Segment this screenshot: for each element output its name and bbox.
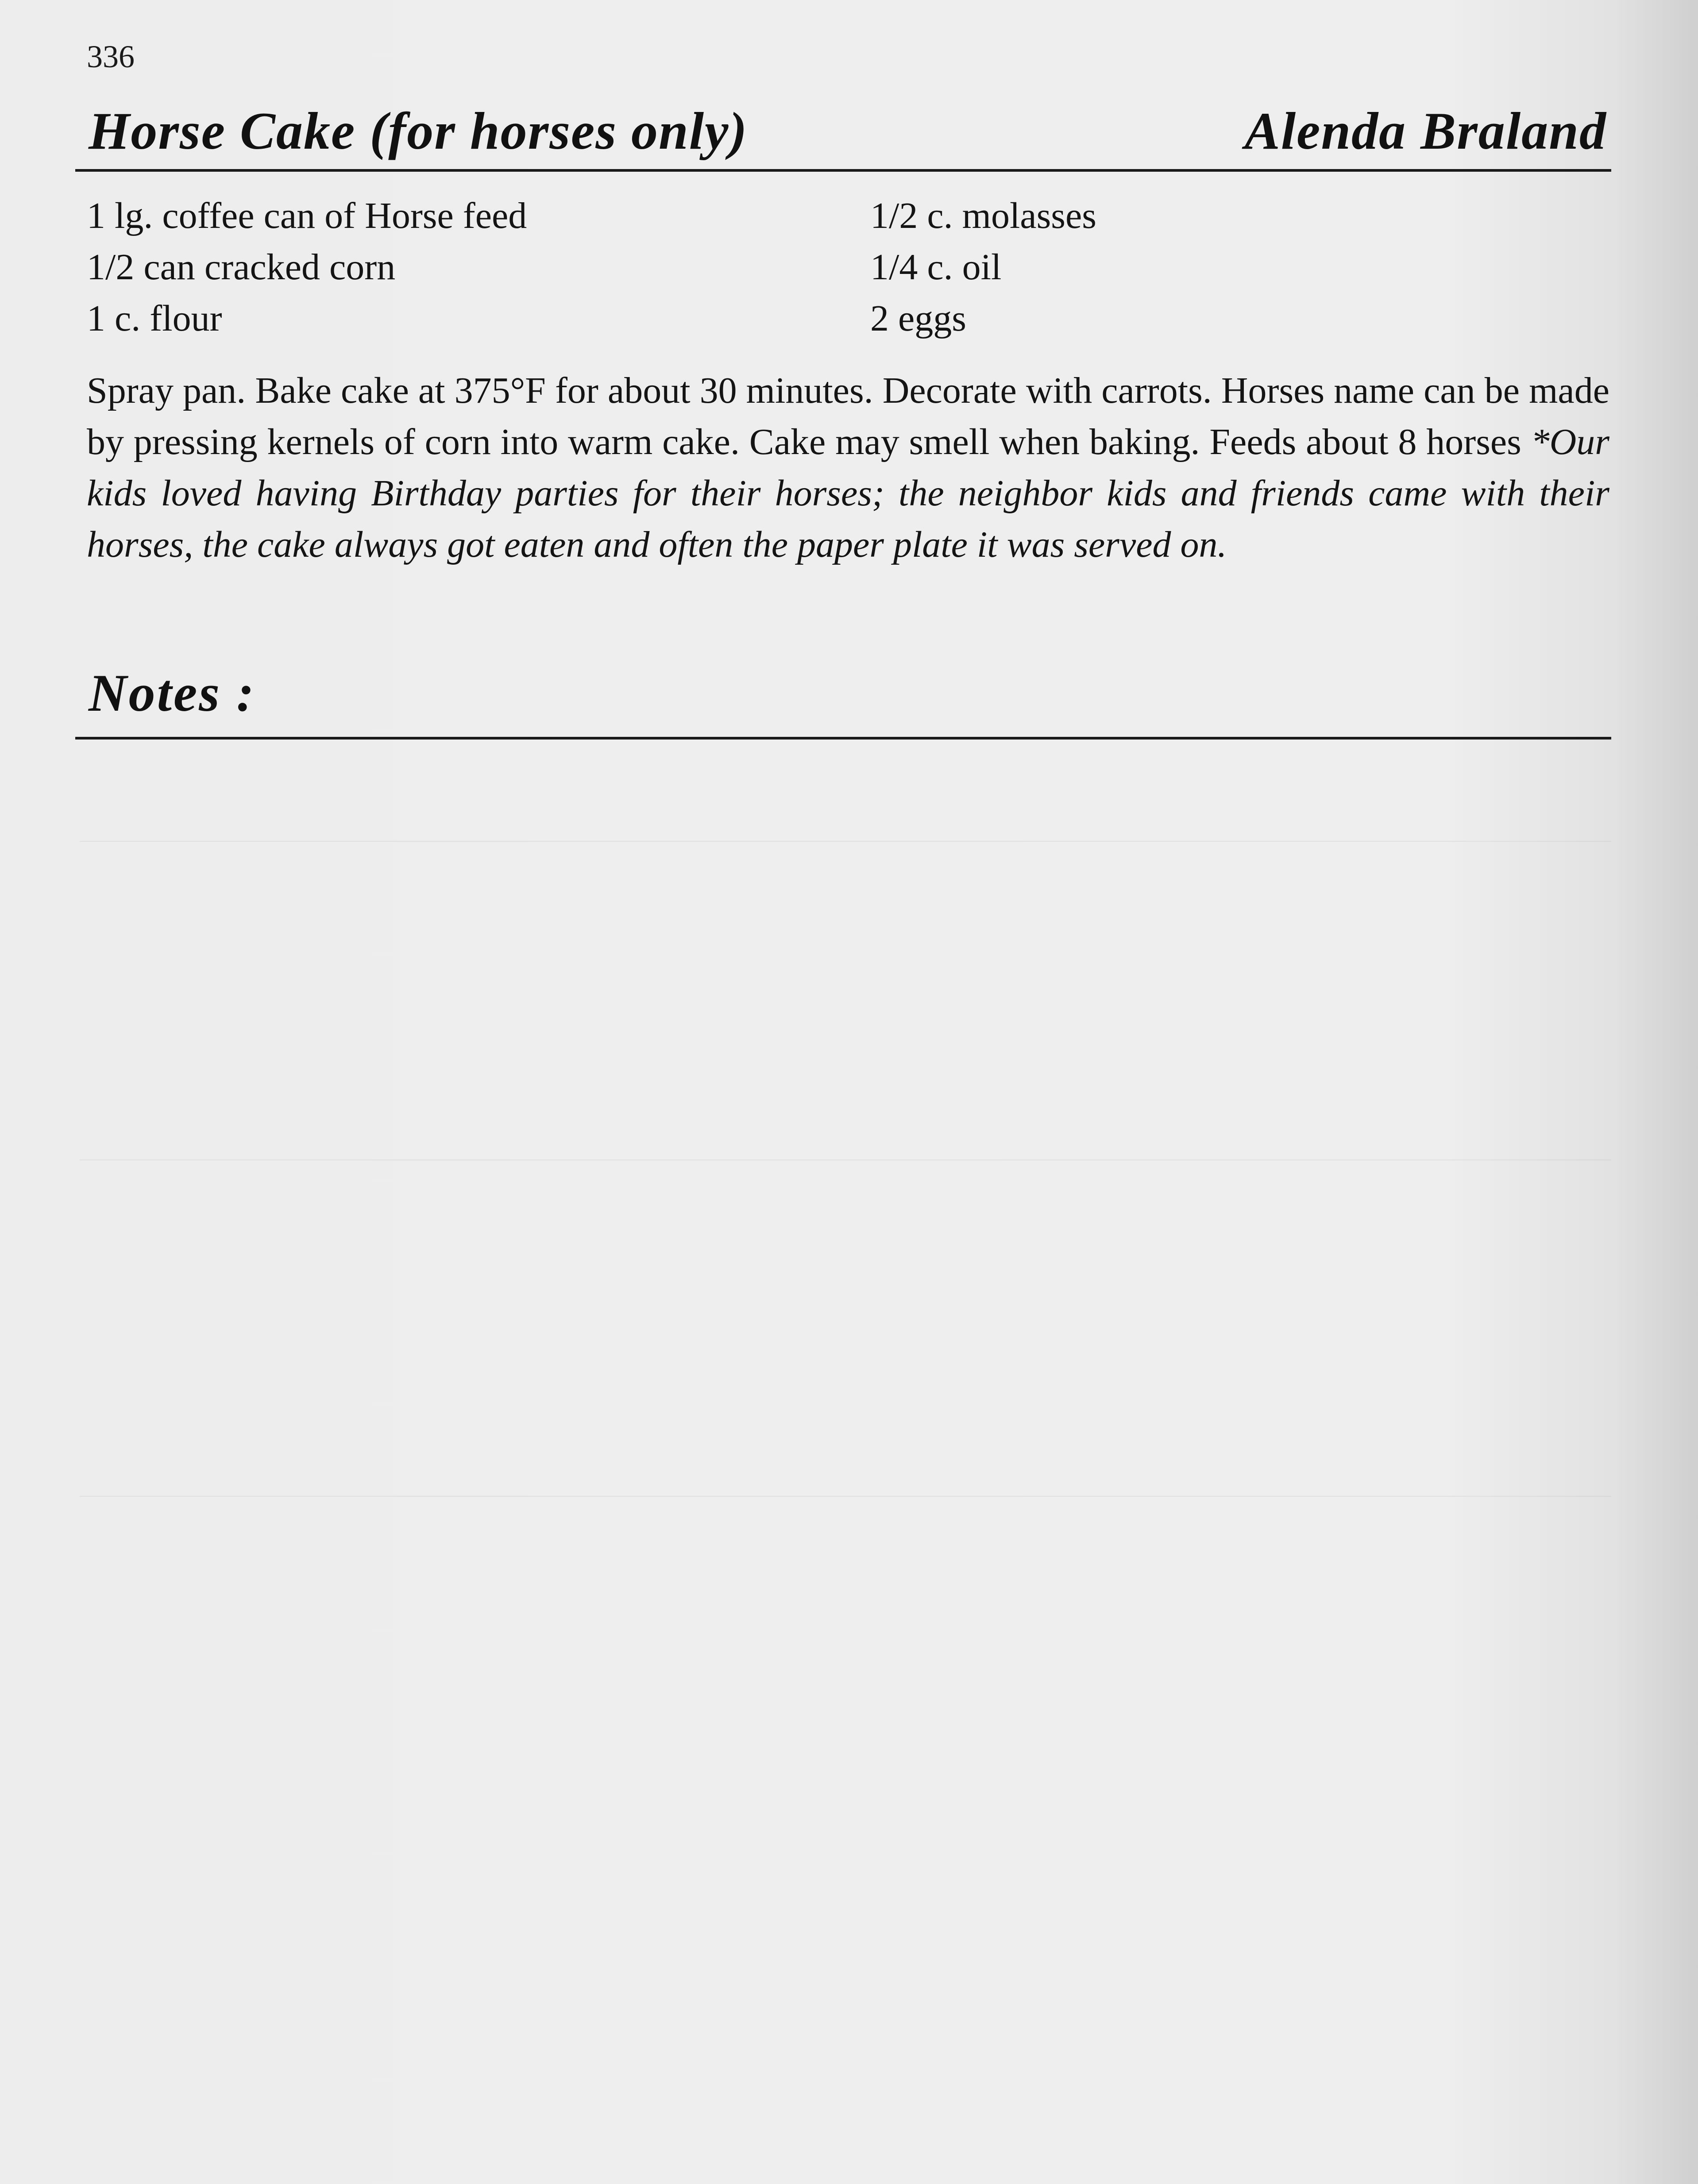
header-divider [75,169,1611,172]
show-through-texture [80,841,1611,842]
recipe-author: Alenda Braland [1244,101,1607,160]
ingredient-item: 2 eggs [870,298,966,339]
ingredient-column-left [87,190,527,344]
ingredient-item: 1/4 c. oil [870,247,1002,288]
recipe-title: Horse Cake (for horses only) [89,101,748,160]
page-number: 336 [87,39,135,74]
recipe-instructions [87,365,1609,570]
ingredient-item: 1 c. flour [87,298,222,339]
notes-divider [75,737,1611,740]
recipe-header [75,102,1611,173]
ingredient-item: 1/2 c. molasses [870,195,1096,236]
recipe-note: *Our kids loved having Birthday parties for their horses; the neighbor kids and friends came with their horses, the cake always got eaten and often the paper plate it was served on. [87,421,1609,565]
ingredient-item: 1/2 can cracked corn [87,247,396,288]
show-through-texture [80,1496,1611,1497]
show-through-texture [80,1159,1611,1160]
instructions-text: Spray pan. Bake cake at 375°F for about 30 minutes. Decorate with carrots. Horses name can be made by pressing kernels of corn into warm cake. Cake may smell when baking. Feeds about 8 horses [87,370,1609,462]
ingredient-column-right [870,190,1096,344]
notes-heading: Notes : [89,663,256,722]
ingredient-item: 1 lg. coffee can of Horse feed [87,195,527,236]
